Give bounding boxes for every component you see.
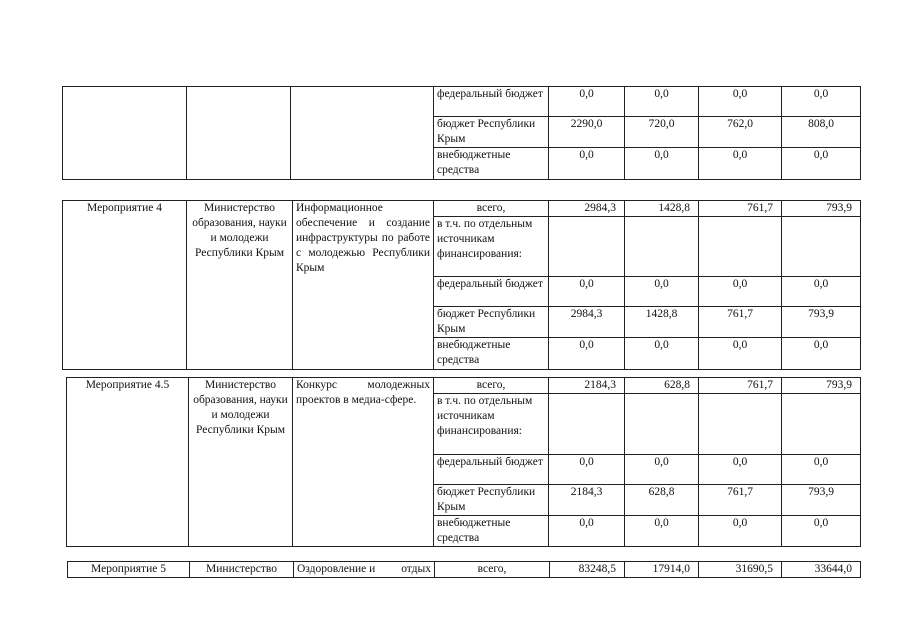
source-cell: федеральный бюджет: [434, 455, 549, 485]
measure-cell: Мероприятие 5: [68, 562, 190, 578]
value-cell: 0,0: [699, 516, 782, 547]
measure-cell: Мероприятие 4: [63, 201, 187, 370]
executor-cell: [187, 87, 291, 180]
value-cell: 761,7: [699, 485, 782, 516]
value-cell: 2984,3: [549, 307, 625, 338]
value-cell: 762,0: [699, 117, 782, 148]
table-row: [67, 378, 861, 394]
value-cell: 0,0: [699, 338, 782, 370]
table-row: [63, 201, 861, 217]
value-cell: 0,0: [699, 455, 782, 485]
value-cell: 1428,8: [625, 307, 699, 338]
description-cell: Конкурс молодежных проектов в медиа-сфере.: [293, 378, 434, 547]
value-cell: 793,9: [782, 378, 861, 394]
value-cell: 720,0: [625, 117, 699, 148]
value-cell: [625, 394, 699, 455]
funding-table-measure-5: [67, 561, 861, 578]
value-cell: 0,0: [699, 148, 782, 180]
value-cell: 761,7: [699, 378, 782, 394]
table-row: [68, 562, 861, 578]
value-cell: 0,0: [549, 87, 625, 117]
measure-cell: Мероприятие 4.5: [67, 378, 189, 547]
value-cell: 1428,8: [625, 201, 699, 217]
value-cell: [699, 394, 782, 455]
description-right: отдых: [401, 563, 431, 575]
value-cell: 628,8: [625, 485, 699, 516]
value-cell: 761,7: [699, 307, 782, 338]
source-cell: бюджет Республики Крым: [434, 485, 549, 516]
value-cell: 628,8: [625, 378, 699, 394]
description-cell: [294, 562, 435, 578]
source-cell: бюджет Республики Крым: [434, 117, 549, 148]
value-cell: [625, 217, 699, 277]
value-cell: 0,0: [625, 148, 699, 180]
funding-table-measure-4: [62, 200, 861, 370]
value-cell: 2184,3: [549, 485, 625, 516]
value-cell: 0,0: [549, 455, 625, 485]
value-cell: 31690,5: [699, 562, 782, 578]
funding-table-measure-4-5: [66, 377, 861, 547]
source-cell: федеральный бюджет: [434, 277, 549, 307]
value-cell: 0,0: [549, 277, 625, 307]
measure-cell: [63, 87, 187, 180]
executor-cell: Министерство образования, науки и молодежи Республики Крым: [189, 378, 293, 547]
value-cell: 0,0: [699, 277, 782, 307]
value-cell: 0,0: [625, 516, 699, 547]
description-cell: Информационное обеспечение и создание инфраструктуры по работе с молодежью Республики Крым: [293, 201, 434, 370]
funding-table-continuation: [62, 86, 861, 180]
value-cell: [549, 217, 625, 277]
value-cell: [549, 394, 625, 455]
value-cell: [699, 217, 782, 277]
source-cell: внебюджетные средства: [434, 338, 549, 370]
value-cell: 793,9: [782, 485, 861, 516]
value-cell: 2290,0: [549, 117, 625, 148]
source-cell: всего,: [434, 378, 549, 394]
value-cell: 33644,0: [782, 562, 861, 578]
source-cell: всего,: [434, 201, 549, 217]
value-cell: [782, 394, 861, 455]
value-cell: 83248,5: [550, 562, 625, 578]
value-cell: 0,0: [549, 338, 625, 370]
description-left: Оздоровление и: [297, 563, 376, 575]
value-cell: 0,0: [782, 148, 861, 180]
value-cell: 2984,3: [549, 201, 625, 217]
value-cell: 0,0: [782, 277, 861, 307]
value-cell: 761,7: [699, 201, 782, 217]
table-row: [63, 87, 861, 117]
value-cell: 0,0: [782, 455, 861, 485]
value-cell: [782, 217, 861, 277]
value-cell: 793,9: [782, 307, 861, 338]
source-cell: внебюджетные средства: [434, 516, 549, 547]
value-cell: 17914,0: [625, 562, 699, 578]
value-cell: 0,0: [625, 87, 699, 117]
value-cell: 0,0: [549, 516, 625, 547]
value-cell: 0,0: [782, 338, 861, 370]
source-cell: всего,: [435, 562, 550, 578]
value-cell: 0,0: [625, 338, 699, 370]
value-cell: 0,0: [782, 516, 861, 547]
value-cell: 0,0: [699, 87, 782, 117]
executor-cell: Министерство: [190, 562, 294, 578]
value-cell: 2184,3: [549, 378, 625, 394]
description-cell: [291, 87, 434, 180]
source-cell: внебюджетные средства: [434, 148, 549, 180]
value-cell: 0,0: [625, 277, 699, 307]
value-cell: 0,0: [549, 148, 625, 180]
source-cell: федеральный бюджет: [434, 87, 549, 117]
source-cell: в т.ч. по отдельным источникам финансирования:: [434, 394, 549, 455]
value-cell: 0,0: [782, 87, 861, 117]
value-cell: 793,9: [782, 201, 861, 217]
value-cell: 808,0: [782, 117, 861, 148]
executor-cell: Министерство образования, науки и молодежи Республики Крым: [187, 201, 293, 370]
source-cell: в т.ч. по отдельным источникам финансирования:: [434, 217, 549, 277]
value-cell: 0,0: [625, 455, 699, 485]
source-cell: бюджет Республики Крым: [434, 307, 549, 338]
